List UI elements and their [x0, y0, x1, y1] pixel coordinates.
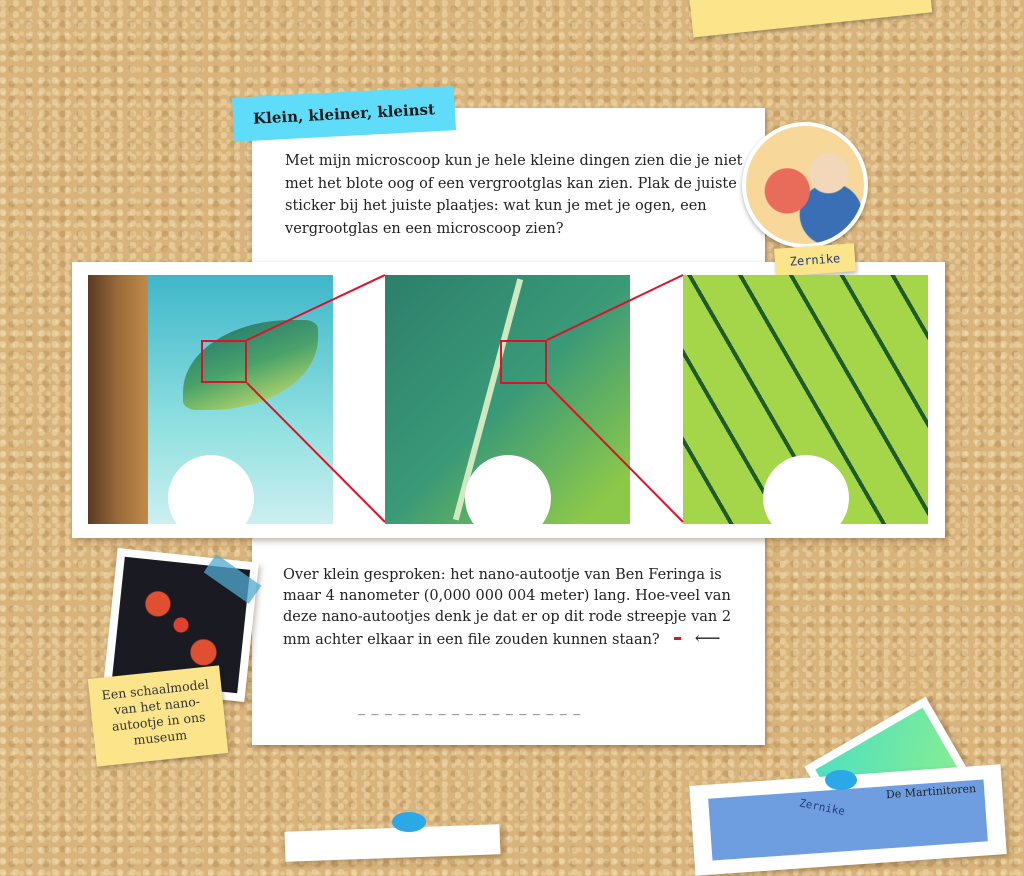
- bottom-paper: [285, 824, 501, 861]
- question-text: [283, 565, 753, 651]
- intro-text: Met mijn microscoop kun je hele kleine dingen zien die je niet met het blote oog of een vergrootglas kan zien. Plak de juiste sticker bij het juiste plaatjes: wat kun je met je ogen, een vergrootglas en een microscoop zien?: [285, 153, 743, 237]
- postcard-label: De Martinitoren: [885, 782, 977, 802]
- question: Over klein gesproken: het nano-autootje van Ben Feringa is maar 4 nanometer (0,000 000 004 meter) lang. Hoe-veel van deze nano-autootjes denk je dat er op dit rode streepje van 2 mm achter elkaar in een file zouden kunnen staan?: [283, 567, 732, 648]
- red-line-marker: [674, 637, 681, 640]
- page-title: Klein, kleiner, kleinst: [252, 100, 436, 128]
- pushpin-icon: [825, 770, 857, 790]
- photo-caption: Een schaalmodel van het nano-autootje in ons museum: [100, 676, 210, 748]
- answer-field[interactable]: _ _ _ _ _ _ _ _ _ _ _ _ _ _ _ _ _: [358, 700, 582, 716]
- pushpin-icon: [392, 812, 426, 832]
- connector-line: [247, 275, 385, 340]
- connector-line: [547, 384, 683, 522]
- arrow-left-icon: ⟵: [694, 628, 721, 649]
- zernike-label-text: Zernike: [789, 251, 841, 269]
- connector-line: [247, 383, 385, 522]
- connector-line: [547, 275, 683, 340]
- postcard-signature: Zernike: [798, 796, 847, 819]
- postcard-image: [708, 779, 988, 860]
- photo-caption-note: [88, 665, 228, 766]
